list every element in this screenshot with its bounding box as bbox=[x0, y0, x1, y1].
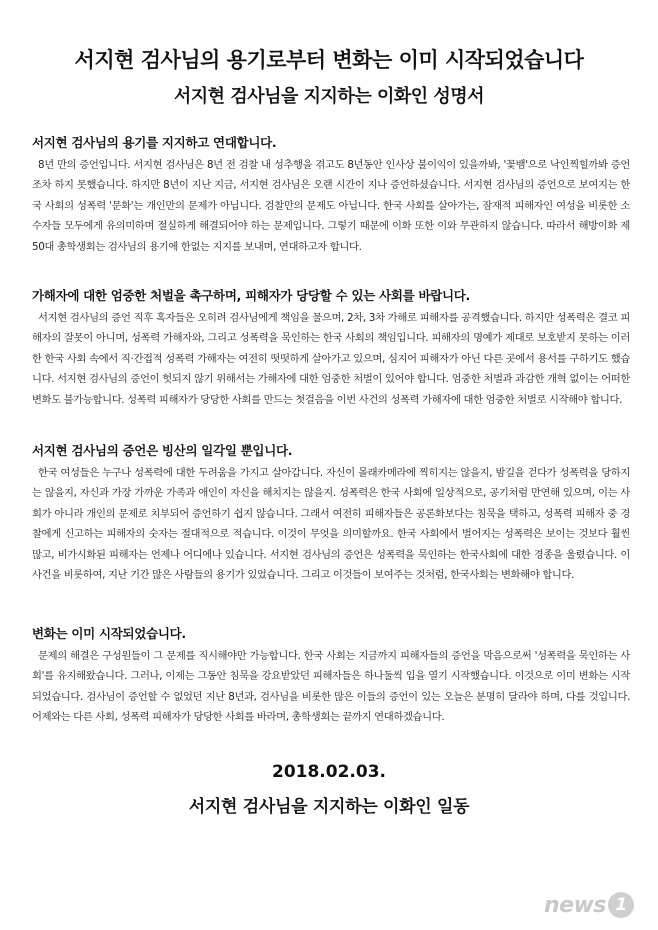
section-heading: 서지현 검사님의 용기를 지지하고 연대합니다. bbox=[32, 135, 277, 150]
section-change-begun bbox=[32, 624, 630, 728]
section-heading: 가해자에 대한 엄중한 처벌을 촉구하며, 피해자가 당당할 수 있는 사회를 바랍니다. bbox=[32, 288, 470, 303]
section-support bbox=[32, 133, 630, 257]
section-body: 서지현 검사님의 증언 직후 혹자들은 오히려 검사님에게 책임을 물으며, 2차, 3차 가해로 피해자를 공격했습니다. 하지만 성폭력은 결코 피해자의 잘못이 아니며, 성폭력 가해자와, 그리고 성폭력을 묵인하는 한국 사회의 책임입니다. 피해자의 명예가 제대로 보호받지 못하는 이러한 한국 사회 속에서 직·간접적 성폭력 가해자는 여전히 떳떳하게 살아가고 있으며, 심지어 피해자가 아닌 다른 곳에서 용서를 구하기도 했습니다. 서지현 검사님의 증언이 헛되지 않기 위해서는 가해자에 대한 엄중한 처벌이 있어야 합니다. 엄중한 처벌과 과감한 개혁 없이는 어떠한 변화도 불가능합니다. 성폭력 피해자가 당당한 사회를 만드는 첫걸음을 이번 사건의 성폭력 가해자에 대한 엄중한 처벌로 시작해야 합니다. bbox=[32, 312, 630, 406]
section-body: 한국 여성들은 누구나 성폭력에 대한 두려움을 가지고 살아갑니다. 자신이 몰래카메라에 찍히지는 않을지, 밤길을 걷다가 성폭력을 당하지는 않을지, 자신과 가장 가까운 가족과 애인이 자신을 해치지는 않을지. 성폭력은 한국 사회에 일상적으로, 공기처럼 만연해 있으며, 이는 사회가 아니라 개인의 문제로 치부되어 증언하기 쉽지 않습니다. 그래서 여전히 피해자들은 공론화보다는 침묵을 택하고, 성폭력 피해자 중 경찰에게 신고하는 피해자의 숫자는 절대적으로 적습니다. 이것이 무엇을 의미할까요. 한국 사회에서 벌어지는 성폭력은 보이는 것보다 훨씬 많고, 비가시화된 피해자는 언제나 어디에나 있습니다. 서지현 검사님의 증언은 성폭력을 묵인하는 한국사회에 대한 경종을 울렸습니다. 이 사건을 비롯하여, 지난 기간 많은 사람들의 용기가 있었습니다. 그리고 이것들이 보여주는 것처럼, 한국사회는 변화해야 합니다. bbox=[32, 467, 630, 582]
section-heading: 서지현 검사님의 증언은 빙산의 일각일 뿐입니다. bbox=[32, 443, 293, 458]
news1-watermark-logo bbox=[544, 890, 634, 920]
document-subtitle: 서지현 검사님을 지지하는 이화인 성명서 bbox=[173, 86, 485, 107]
watermark-text: news bbox=[543, 892, 606, 918]
statement-signature: 서지현 검사님을 지지하는 이화인 일동 bbox=[188, 797, 470, 817]
watermark-badge: 1 bbox=[608, 892, 634, 918]
section-punishment bbox=[32, 286, 630, 410]
section-heading: 변화는 이미 시작되었습니다. bbox=[32, 626, 186, 641]
section-body: 문제의 해결은 구성원들이 그 문제를 직시해야만 가능합니다. 한국 사회는 지금까지 피해자들의 증언을 막음으로써 '성폭력을 묵인하는 사회'를 유지해왔습니다. 그러나, 이제는 그동안 침묵을 강요받았던 피해자들은 하나둘씩 입을 열기 시작했습니다. 이것으로 이미 변화는 시작되었습니다. 검사님이 증언할 수 없었던 지난 8년과, 검사님을 비롯한 많은 이들의 증언이 있는 오늘은 분명히 달라야 하며, 다를 것입니다. 어제와는 다른 사회, 성폭력 피해자가 당당한 사회를 바라며, 총학생회는 끝까지 연대하겠습니다. bbox=[32, 650, 630, 724]
document-title: 서지현 검사님의 용기로부터 변화는 이미 시작되었습니다 bbox=[74, 48, 584, 72]
section-tip-of-iceberg bbox=[32, 441, 630, 585]
section-body: 8년 만의 증언입니다. 서지현 검사님은 8년 전 검찰 내 성추행을 겪고도 8년동안 인사상 불이익이 있을까봐, '꽃뱀'으로 낙인찍힐까봐 증언조차 하지 못했습니다. 하지만 8년이 지난 지금, 서지현 검사님은 오랜 시간이 지나 증언하셨습니다. 서지현 검사님의 증언으로 보여지는 한국 사회의 성폭력 '문화'는 개인만의 문제가 아닙니다. 검찰만의 문제도 아닙니다. 한국 사회를 살아가는, 잠재적 피해자인 여성을 비롯한 소수자들 모두에게 유의미하며 절실하게 해결되어야 하는 문제입니다. 그렇기 때문에 이화 또한 이와 무관하지 않습니다. 따라서 해방이화 제50대 총학생회는 검사님의 용기에 한없는 지지를 보내며, 연대하고자 합니다. bbox=[32, 159, 630, 253]
statement-date: 2018.02.03. bbox=[271, 762, 386, 782]
